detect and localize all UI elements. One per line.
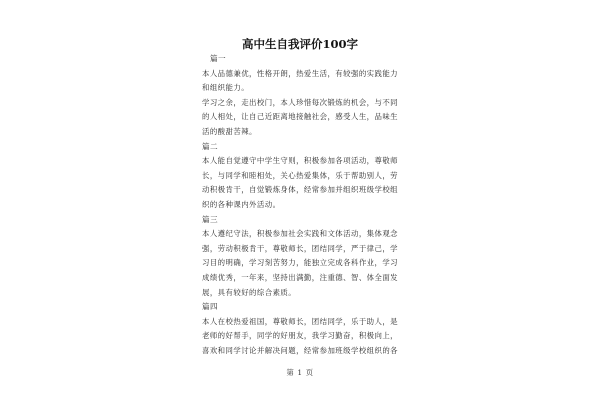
text-line: 强，劳动积极肯干，尊敬师长，团结同学，严于律己，学 xyxy=(202,243,399,253)
text-line: 本人遵纪守法，积极参加社会实践和文体活动，集体观念 xyxy=(202,229,399,239)
section-heading: 篇二 xyxy=(202,141,219,151)
text-line: 本人在校热爱祖国，尊敬师长，团结同学，乐于助人，是 xyxy=(202,316,399,326)
text-line: 习目的明确，学习刻苦努力，能独立完成各科作业，学习 xyxy=(202,258,399,268)
section-heading: 篇三 xyxy=(202,214,219,224)
section-heading: 篇一 xyxy=(210,54,227,63)
text-line: 成绩优秀，一年来，坚持出满勤，注重德、智、体全面发 xyxy=(202,272,399,282)
text-line: 和组织能力。 xyxy=(202,83,250,93)
document-title: 高中生自我评价100字 xyxy=(241,37,358,51)
text-line: 动积极肯干，自觉锻炼身体，经常参加并组织班级学校组 xyxy=(202,185,399,195)
text-line: 本人能自觉遵守中学生守则，积极参加各项活动，尊敬师 xyxy=(202,156,399,166)
text-line: 长，与同学和睦相处，关心热爱集体，乐于帮助别人，劳 xyxy=(202,170,399,180)
document-body xyxy=(202,52,402,358)
text-line: 本人品德兼优，性格开朗，热爱生活，有较强的实践能力 xyxy=(202,68,399,78)
text-line: 的人相处，让自己近距离地接触社会，感受人生，品味生 xyxy=(202,112,399,122)
text-line: 织的各种课内外活动。 xyxy=(202,199,281,209)
text-line: 喜欢和同学讨论并解决问题，经常参加班级学校组织的各 xyxy=(202,345,399,355)
text-line: 老师的好帮手，同学的好朋友，我学习勤奋，积极向上， xyxy=(202,331,399,341)
page-number: 第 1 页 xyxy=(286,368,314,377)
text-line: 展，具有较好的综合素质。 xyxy=(202,287,297,297)
text-line: 活的酸甜苦辣。 xyxy=(202,126,257,136)
section-heading: 篇四 xyxy=(202,302,219,312)
text-line: 学习之余，走出校门，本人珍惜每次锻炼的机会，与不同 xyxy=(202,97,399,107)
